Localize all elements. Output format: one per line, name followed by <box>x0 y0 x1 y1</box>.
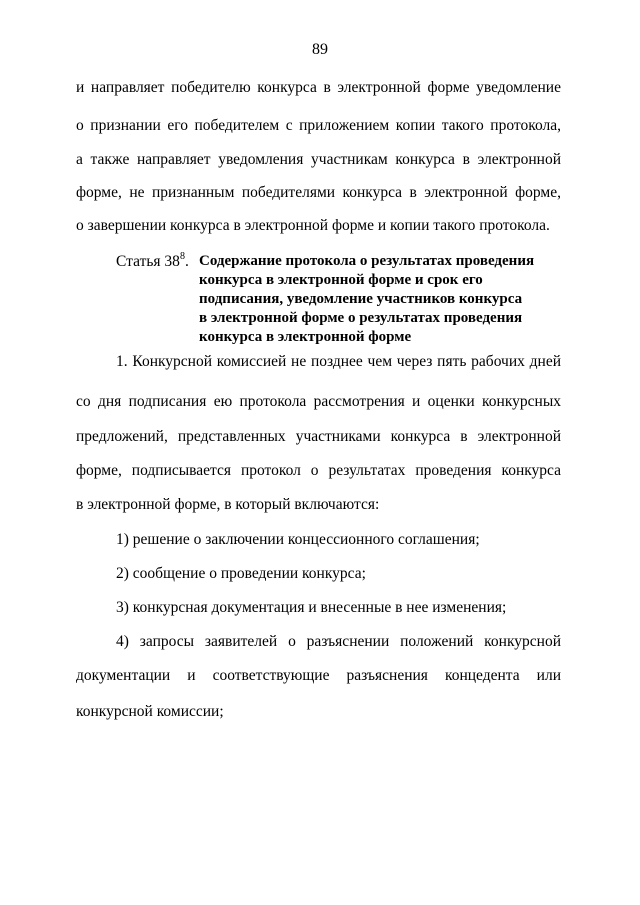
paragraph1-line-2: со дня подписания ею протокола рассмотрения и оценки конкурсных <box>76 393 561 410</box>
article-heading-line-5: конкурса в электронной форме <box>199 329 412 345</box>
intro-line-4: форме, не признанным победителями конкурса в электронной форме, <box>76 184 561 201</box>
article-heading-line-1: Содержание протокола о результатах проведения <box>199 253 535 269</box>
list-item-4-line-1: 4) запросы заявителей о разъяснении положений конкурсной <box>116 633 561 650</box>
article-label-superscript: 8 <box>179 250 185 262</box>
article-label-suffix: . <box>184 253 189 270</box>
list-item-4-line-3: конкурсной комиссии; <box>76 703 224 720</box>
paragraph1-line-3: предложений, представленных участниками конкурса в электронной <box>76 428 561 445</box>
paragraph1-line-1: 1. Конкурсной комиссией не позднее чем через пять рабочих дней <box>116 353 561 370</box>
intro-line-2: о признании его победителем с приложением копии такого протокола, <box>76 117 561 134</box>
page-number: 89 <box>312 41 328 58</box>
list-item-2: 2) сообщение о проведении конкурса; <box>116 565 366 582</box>
article-heading-line-4: в электронной форме о результатах проведения <box>199 310 523 326</box>
article-label <box>116 252 189 272</box>
intro-line-3: а также направляет уведомления участникам конкурса в электронной <box>76 151 561 168</box>
paragraph1-line-4: форме, подписывается протокол о результатах проведения конкурса <box>76 462 561 479</box>
list-item-3: 3) конкурсная документация и внесенные в нее изменения; <box>116 599 507 616</box>
article-heading-line-2: конкурса в электронной форме и срок его <box>199 272 483 288</box>
paragraph1-line-5: в электронной форме, в который включаются: <box>76 496 380 513</box>
list-item-1: 1) решение о заключении концессионного соглашения; <box>116 531 480 548</box>
article-heading-line-3: подписания, уведомление участников конкурса <box>199 291 523 307</box>
intro-line-5: о завершении конкурса в электронной форме и копии такого протокола. <box>76 217 550 234</box>
intro-line-1: и направляет победителю конкурса в электронной форме уведомление <box>76 79 561 96</box>
list-item-4-line-2: документации и соответствующие разъяснения концедента или <box>76 667 561 684</box>
article-label-text: Статья 38 <box>116 253 180 270</box>
